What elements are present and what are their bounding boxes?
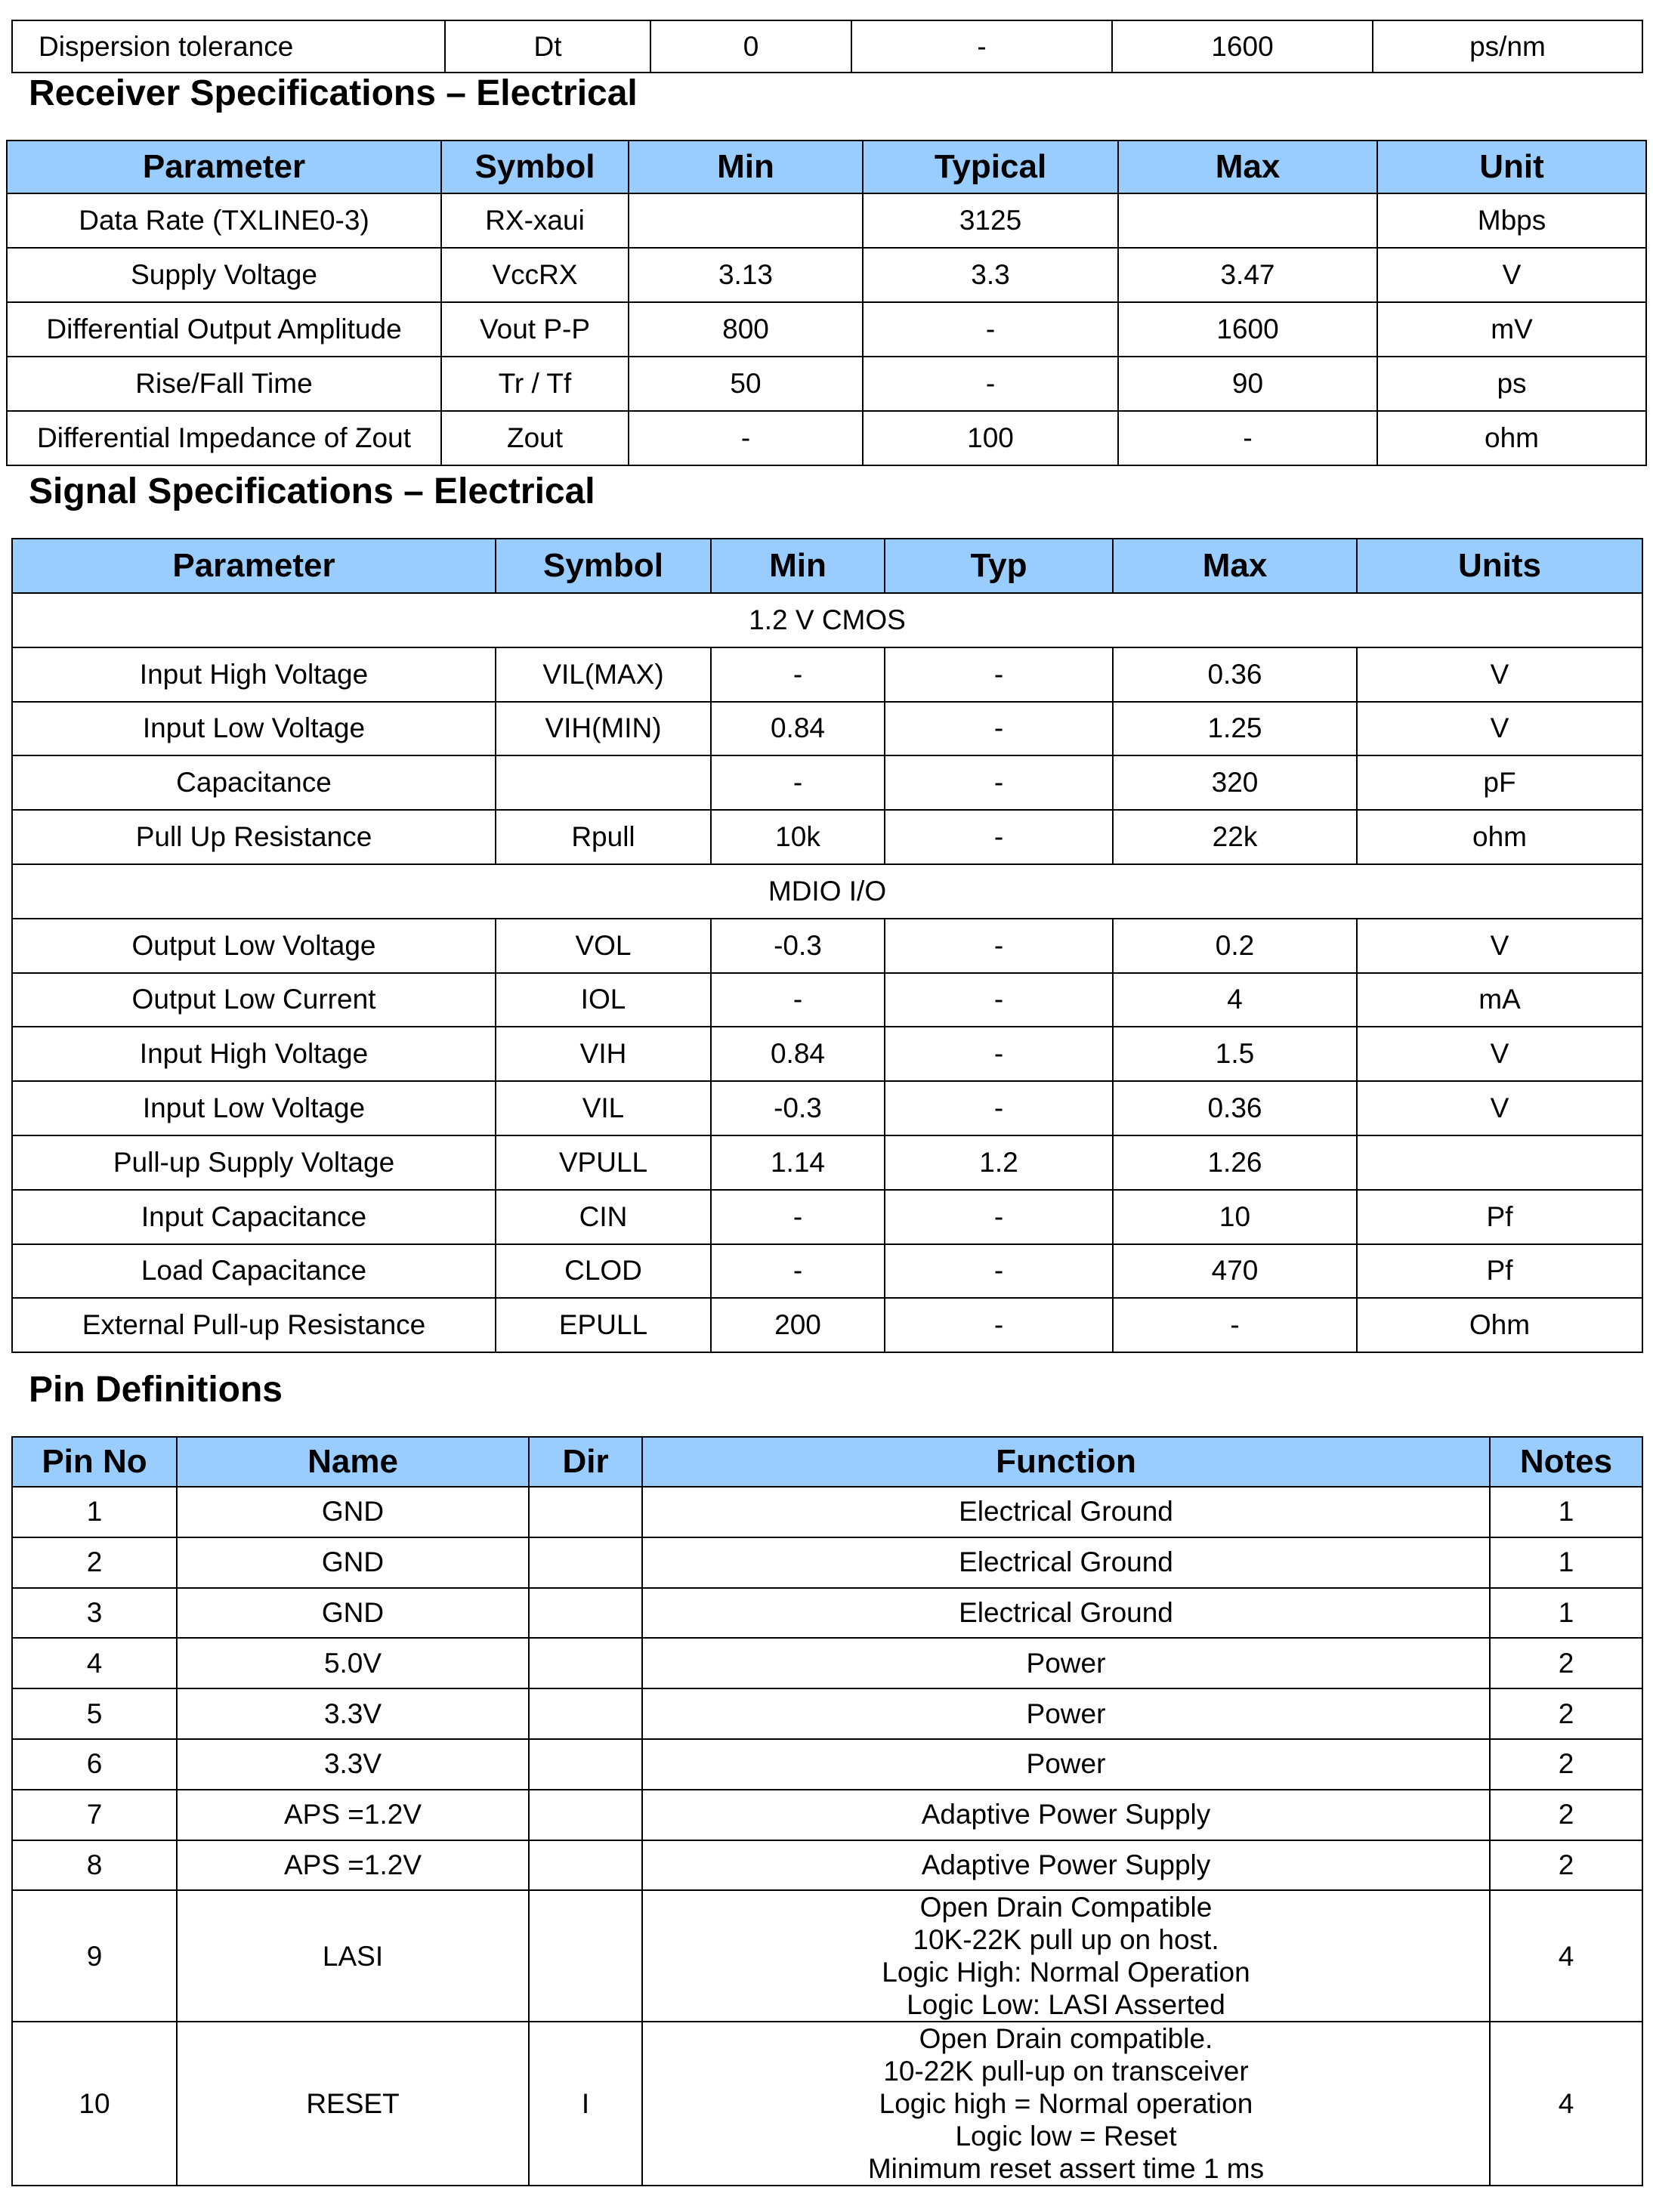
cell: 2	[1490, 1790, 1642, 1840]
cell: 320	[1113, 755, 1357, 810]
cell: -	[885, 702, 1113, 756]
cell: -	[863, 357, 1118, 411]
cell: Power	[642, 1638, 1490, 1688]
cell: -	[885, 1081, 1113, 1135]
cell: 3.47	[1118, 248, 1377, 302]
cell	[529, 1739, 642, 1790]
header-max: Max	[1118, 141, 1377, 193]
cell: 4	[1490, 1890, 1642, 2022]
cell: 0.36	[1113, 647, 1357, 702]
cell: Load Capacitance	[12, 1244, 496, 1299]
cell: Pull Up Resistance	[12, 810, 496, 864]
header-name: Name	[177, 1437, 529, 1487]
cell: 4	[1490, 2022, 1642, 2186]
header-parameter: Parameter	[7, 141, 441, 193]
cell: GND	[177, 1588, 529, 1639]
cell: ohm	[1377, 411, 1646, 465]
cell-parameter: Dispersion tolerance	[12, 20, 445, 73]
cell: 0.36	[1113, 1081, 1357, 1135]
cell: -	[885, 1244, 1113, 1299]
header-typ: Typ	[885, 539, 1113, 593]
cell: V	[1357, 1081, 1642, 1135]
cell: Tr / Tf	[441, 357, 629, 411]
table-row	[12, 1190, 1642, 1244]
cell: 1	[1490, 1537, 1642, 1588]
cell: 3.13	[629, 248, 863, 302]
header-typical: Typical	[863, 141, 1118, 193]
cell: 10k	[711, 810, 885, 864]
cell-function-multiline: Open Drain compatible. 10-22K pull-up on transceiver Logic high = Normal operation Logic low = Reset Minimum reset assert time 1 ms	[642, 2022, 1490, 2186]
signal-spec-table	[11, 538, 1643, 1353]
cell: V	[1357, 702, 1642, 756]
table-row	[12, 1739, 1642, 1790]
cell: Pf	[1357, 1244, 1642, 1299]
cell: VIL	[496, 1081, 711, 1135]
cell: -0.3	[711, 919, 885, 973]
cell: Pull-up Supply Voltage	[12, 1135, 496, 1190]
cell: RESET	[177, 2022, 529, 2186]
cell: Capacitance	[12, 755, 496, 810]
receiver-heading: Receiver Specifications – Electrical	[29, 73, 638, 113]
table-row	[12, 810, 1642, 864]
cell: V	[1357, 1027, 1642, 1081]
cell: pF	[1357, 755, 1642, 810]
table-row	[12, 1890, 1642, 2022]
cell: 2	[1490, 1739, 1642, 1790]
cell: 50	[629, 357, 863, 411]
cell: 1.14	[711, 1135, 885, 1190]
cell: 470	[1113, 1244, 1357, 1299]
table-row	[12, 1537, 1642, 1588]
table-header-row	[12, 539, 1642, 593]
header-pin-no: Pin No	[12, 1437, 177, 1487]
cell: EPULL	[496, 1298, 711, 1352]
cell: CLOD	[496, 1244, 711, 1299]
cell: 2	[1490, 1688, 1642, 1739]
table-row	[12, 1487, 1642, 1537]
cell: -0.3	[711, 1081, 885, 1135]
cell: Electrical Ground	[642, 1588, 1490, 1639]
table-row	[12, 20, 1642, 73]
table-row	[7, 411, 1646, 465]
cell: 1.5	[1113, 1027, 1357, 1081]
table-row	[12, 1638, 1642, 1688]
cell: IOL	[496, 973, 711, 1027]
table-row	[7, 302, 1646, 357]
cell: Pf	[1357, 1190, 1642, 1244]
table-row	[12, 919, 1642, 973]
cell: Input High Voltage	[12, 647, 496, 702]
cell: 1	[1490, 1588, 1642, 1639]
header-parameter: Parameter	[12, 539, 496, 593]
cell	[529, 1537, 642, 1588]
cell: APS =1.2V	[177, 1840, 529, 1891]
cell	[529, 1638, 642, 1688]
cell: -	[1118, 411, 1377, 465]
cell: ps	[1377, 357, 1646, 411]
cell	[496, 755, 711, 810]
table-row	[7, 357, 1646, 411]
cell: Zout	[441, 411, 629, 465]
pin-definitions-table	[11, 1436, 1643, 2186]
cell: 1	[12, 1487, 177, 1537]
cell-max: 1600	[1112, 20, 1373, 73]
cell: 2	[1490, 1840, 1642, 1891]
cell: 800	[629, 302, 863, 357]
cell: VPULL	[496, 1135, 711, 1190]
table-row	[12, 1790, 1642, 1840]
cell	[529, 1840, 642, 1891]
cell: mV	[1377, 302, 1646, 357]
cell: -	[885, 755, 1113, 810]
cell: -	[885, 1027, 1113, 1081]
cell: Input Low Voltage	[12, 702, 496, 756]
cell: -	[711, 1190, 885, 1244]
cell: Rpull	[496, 810, 711, 864]
cell: Data Rate (TXLINE0-3)	[7, 193, 441, 248]
cell: 3.3V	[177, 1688, 529, 1739]
cell: -	[885, 1298, 1113, 1352]
cell	[629, 193, 863, 248]
cell: -	[885, 1190, 1113, 1244]
cell: Input High Voltage	[12, 1027, 496, 1081]
cell: VccRX	[441, 248, 629, 302]
cell: 3.3	[863, 248, 1118, 302]
cell: 10	[12, 2022, 177, 2186]
cell	[1357, 1135, 1642, 1190]
header-min: Min	[629, 141, 863, 193]
cell: VOL	[496, 919, 711, 973]
cell: -	[863, 302, 1118, 357]
cell: 9	[12, 1890, 177, 2022]
cell-typical: -	[851, 20, 1112, 73]
cell-symbol: Dt	[445, 20, 650, 73]
cell: 4	[1113, 973, 1357, 1027]
cell: Rise/Fall Time	[7, 357, 441, 411]
table-row	[12, 1081, 1642, 1135]
header-notes: Notes	[1490, 1437, 1642, 1487]
cell: -	[711, 1244, 885, 1299]
cell: Electrical Ground	[642, 1487, 1490, 1537]
cell: -	[711, 647, 885, 702]
group-label-cmos: 1.2 V CMOS	[12, 593, 1642, 647]
cell: 100	[863, 411, 1118, 465]
cell: 1.2	[885, 1135, 1113, 1190]
cell: 5.0V	[177, 1638, 529, 1688]
table-row	[12, 1244, 1642, 1299]
cell: GND	[177, 1487, 529, 1537]
header-symbol: Symbol	[496, 539, 711, 593]
header-symbol: Symbol	[441, 141, 629, 193]
cell: 3125	[863, 193, 1118, 248]
cell: Supply Voltage	[7, 248, 441, 302]
table-row	[12, 2022, 1642, 2186]
cell: 0.84	[711, 1027, 885, 1081]
cell: VIH	[496, 1027, 711, 1081]
header-function: Function	[642, 1437, 1490, 1487]
cell: 0.84	[711, 702, 885, 756]
cell: 7	[12, 1790, 177, 1840]
cell: 1.25	[1113, 702, 1357, 756]
cell: -	[1113, 1298, 1357, 1352]
cell: V	[1377, 248, 1646, 302]
cell: Output Low Voltage	[12, 919, 496, 973]
table-row	[12, 647, 1642, 702]
cell: 200	[711, 1298, 885, 1352]
cell: 5	[12, 1688, 177, 1739]
table-header-row	[12, 1437, 1642, 1487]
cell: Differential Impedance of Zout	[7, 411, 441, 465]
cell: 2	[1490, 1638, 1642, 1688]
cell: RX-xaui	[441, 193, 629, 248]
cell: 4	[12, 1638, 177, 1688]
pin-definitions-heading: Pin Definitions	[29, 1370, 283, 1410]
cell: Power	[642, 1688, 1490, 1739]
table-row	[12, 755, 1642, 810]
cell: VIL(MAX)	[496, 647, 711, 702]
cell-min: 0	[650, 20, 851, 73]
group-row	[12, 593, 1642, 647]
cell: Differential Output Amplitude	[7, 302, 441, 357]
cell: V	[1357, 647, 1642, 702]
cell: 0.2	[1113, 919, 1357, 973]
cell: -	[711, 755, 885, 810]
cell: -	[629, 411, 863, 465]
group-row	[12, 864, 1642, 919]
cell: CIN	[496, 1190, 711, 1244]
signal-heading: Signal Specifications – Electrical	[29, 471, 595, 511]
cell-function-multiline: Open Drain Compatible 10K-22K pull up on host. Logic High: Normal Operation Logic Low: LASI Asserted	[642, 1890, 1490, 2022]
group-label-mdio: MDIO I/O	[12, 864, 1642, 919]
cell	[529, 1688, 642, 1739]
header-units: Units	[1357, 539, 1642, 593]
receiver-spec-table	[6, 140, 1647, 466]
cell: 10	[1113, 1190, 1357, 1244]
table-row	[12, 1840, 1642, 1891]
cell: Input Low Voltage	[12, 1081, 496, 1135]
cell: -	[885, 973, 1113, 1027]
cell: External Pull-up Resistance	[12, 1298, 496, 1352]
cell: I	[529, 2022, 642, 2186]
cell: Adaptive Power Supply	[642, 1840, 1490, 1891]
cell	[529, 1487, 642, 1537]
cell: mA	[1357, 973, 1642, 1027]
table-row	[12, 1027, 1642, 1081]
header-dir: Dir	[529, 1437, 642, 1487]
header-min: Min	[711, 539, 885, 593]
table-row	[7, 193, 1646, 248]
table-row	[12, 1688, 1642, 1739]
cell: Input Capacitance	[12, 1190, 496, 1244]
cell: -	[885, 647, 1113, 702]
cell: Output Low Current	[12, 973, 496, 1027]
cell: 90	[1118, 357, 1377, 411]
header-max: Max	[1113, 539, 1357, 593]
cell: Vout P-P	[441, 302, 629, 357]
cell: 2	[12, 1537, 177, 1588]
cell: -	[885, 919, 1113, 973]
cell: Adaptive Power Supply	[642, 1790, 1490, 1840]
cell	[1118, 193, 1377, 248]
cell: ohm	[1357, 810, 1642, 864]
cell: Ohm	[1357, 1298, 1642, 1352]
cell-unit: ps/nm	[1373, 20, 1642, 73]
cell: Electrical Ground	[642, 1537, 1490, 1588]
cell: GND	[177, 1537, 529, 1588]
cell: VIH(MIN)	[496, 702, 711, 756]
cell: APS =1.2V	[177, 1790, 529, 1840]
table-row	[12, 1298, 1642, 1352]
cell: 1	[1490, 1487, 1642, 1537]
cell: 1.26	[1113, 1135, 1357, 1190]
table-row	[12, 973, 1642, 1027]
cell: 1600	[1118, 302, 1377, 357]
cell: V	[1357, 919, 1642, 973]
table-row	[12, 1588, 1642, 1639]
cell: LASI	[177, 1890, 529, 2022]
table-row	[7, 248, 1646, 302]
cell: 22k	[1113, 810, 1357, 864]
cell: 3	[12, 1588, 177, 1639]
header-unit: Unit	[1377, 141, 1646, 193]
cell: 3.3V	[177, 1739, 529, 1790]
table-row	[12, 1135, 1642, 1190]
cell	[529, 1890, 642, 2022]
table-header-row	[7, 141, 1646, 193]
cell: 8	[12, 1840, 177, 1891]
table-row	[12, 702, 1642, 756]
cell: Mbps	[1377, 193, 1646, 248]
cell	[529, 1588, 642, 1639]
cell: -	[885, 810, 1113, 864]
cell	[529, 1790, 642, 1840]
cell: Power	[642, 1739, 1490, 1790]
cell: -	[711, 973, 885, 1027]
transmitter-spec-table-tail	[11, 20, 1643, 73]
cell: 6	[12, 1739, 177, 1790]
